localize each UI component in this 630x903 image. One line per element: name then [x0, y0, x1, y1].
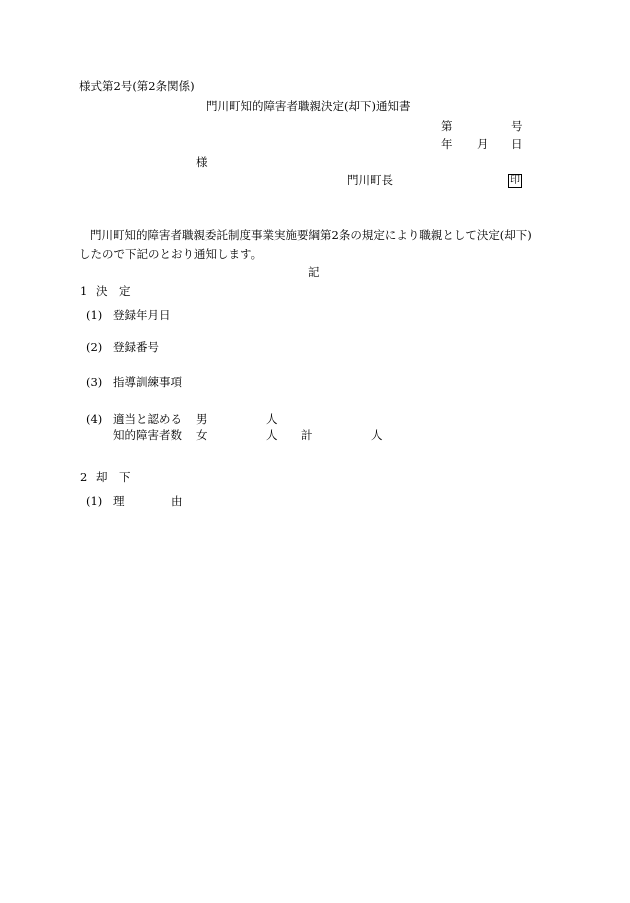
date-year: 年: [441, 137, 453, 151]
body-text-line2: したので下記のとおり通知します。: [79, 247, 263, 261]
item4-number: (4): [86, 412, 103, 426]
body-text-line1: 門川町知的障害者職親委託制度事業実施要綱第2条の規定により職親として決定(却下): [90, 228, 532, 242]
number-go: 号: [511, 119, 523, 133]
section2-item-label-a: 理: [113, 494, 125, 508]
ki-label: 記: [308, 265, 320, 279]
item2-label: 登録番号: [113, 340, 159, 354]
item1-label: 登録年月日: [113, 308, 171, 322]
item3-label: 指導訓練事項: [113, 375, 182, 389]
number-dai: 第: [441, 119, 453, 133]
item4-total-unit: 人: [371, 428, 383, 442]
section2-number: 2: [80, 470, 88, 484]
item1-number: (1): [86, 308, 103, 322]
item4-male-unit: 人: [266, 412, 278, 426]
date-day: 日: [511, 137, 523, 151]
item4-label-line2: 知的障害者数: [113, 428, 182, 442]
section2-item-number: (1): [86, 494, 103, 508]
seal-mark: [508, 174, 522, 188]
issuer-name: 門川町長: [347, 173, 393, 187]
addressee-honorific: 様: [196, 155, 208, 169]
section2-item-label-b: 由: [171, 494, 183, 508]
item4-male: 男: [196, 412, 208, 426]
document-title: 門川町知的障害者職親決定(却下)通知書: [206, 99, 411, 113]
section2-heading: 却 下: [96, 470, 131, 484]
item4-female-unit: 人: [266, 428, 278, 442]
item4-female: 女: [196, 428, 208, 442]
section1-heading: 決 定: [96, 284, 131, 298]
item3-number: (3): [86, 375, 103, 389]
item4-total: 計: [301, 428, 313, 442]
section1-number: 1: [80, 284, 88, 298]
form-number: 様式第2号(第2条関係): [79, 79, 195, 93]
seal-label: 印: [510, 175, 520, 186]
date-month: 月: [477, 137, 489, 151]
item4-label-line1: 適当と認める: [113, 412, 182, 426]
item2-number: (2): [86, 340, 103, 354]
